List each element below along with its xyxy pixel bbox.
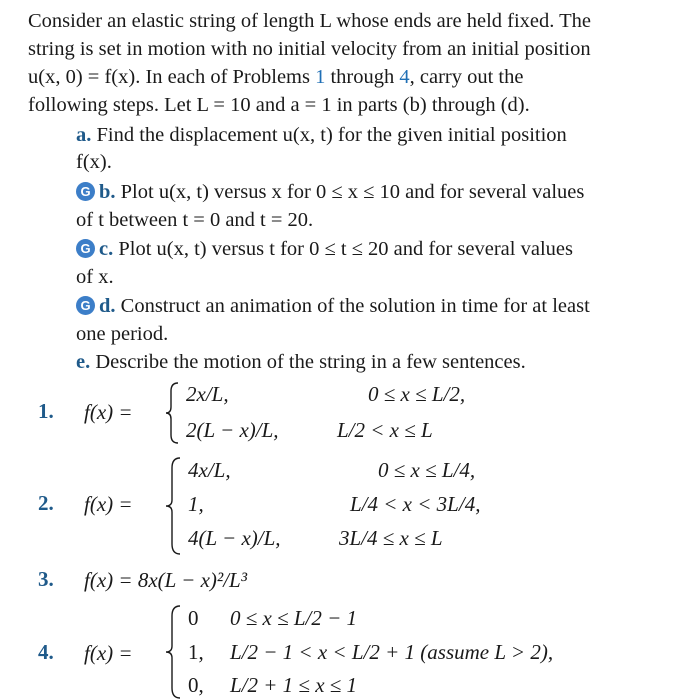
step-c-text: Plot u(x, t) versus t for 0 ≤ t ≤ 20 and for several values [118,238,573,260]
problem-2-brace [164,456,184,556]
problem-4-brace [164,604,184,700]
problem-4-case-3-expr: 0, [188,673,204,697]
step-c-cont: of x. [76,266,114,288]
problem-4-lhs: f(x) = [84,641,133,665]
intro-line-3-post: , carry out the [409,66,524,88]
step-a-cont: f(x). [76,151,112,173]
problem-1-case-1-expr: 2x/L, [186,382,229,406]
step-d-cont: one period. [76,323,169,345]
intro-line-1: Consider an elastic string of length L whose ends are held fixed. The [28,10,592,32]
step-c [76,236,573,262]
step-e [76,349,526,375]
step-d-text: Construct an animation of the solution in time for at least [120,295,590,317]
graphing-icon: G [76,182,95,201]
problem-2-case-2-cond: L/4 < x < 3L/4, [350,492,481,516]
problem-1-brace [164,381,182,445]
problem-4-case-2-expr: 1, [188,640,204,664]
step-b [76,179,584,205]
step-a-text: Find the displacement u(x, t) for the given initial position [96,124,567,146]
step-e-label: e. [76,351,91,373]
problem-1-lhs: f(x) = [84,400,133,424]
intro-line-3 [28,64,523,90]
intro-line-4: following steps. Let L = 10 and a = 1 in parts (b) through (d). [28,94,530,116]
intro-line-3-mid: through [325,66,400,88]
problem-1-case-2-expr: 2(L − x)/L, [186,418,279,442]
step-b-label: b. [99,181,116,203]
problem-2-case-3-expr: 4(L − x)/L, [188,526,281,550]
step-a-label: a. [76,124,92,146]
step-d [76,293,590,319]
problem-4-case-1-expr: 0 [188,606,199,630]
problem-1-number: 1. [38,399,54,423]
problem-link-1[interactable]: 1 [315,66,326,88]
graphing-icon: G [76,239,95,258]
problem-2-case-1-expr: 4x/L, [188,458,231,482]
problem-2-case-1-cond: 0 ≤ x ≤ L/4, [378,458,476,482]
step-b-text: Plot u(x, t) versus x for 0 ≤ x ≤ 10 and for several values [120,181,585,203]
problem-link-4[interactable]: 4 [399,66,410,88]
problem-2-case-3-cond: 3L/4 ≤ x ≤ L [339,526,443,550]
step-d-label: d. [99,295,116,317]
step-b-cont: of t between t = 0 and t = 20. [76,209,314,231]
problem-4-number: 4. [38,640,54,664]
problem-4-case-3-cond: L/2 + 1 ≤ x ≤ 1 [230,673,358,697]
problem-2-lhs: f(x) = [84,492,133,516]
step-a [76,122,567,148]
problem-3-lhs: f(x) = 8x(L − x)²/L³ [84,568,248,592]
problem-4-case-2-cond: L/2 − 1 < x < L/2 + 1 (assume L > 2), [230,640,554,664]
graphing-icon: G [76,296,95,315]
problem-3-number: 3. [38,567,54,591]
problem-1-case-1-cond: 0 ≤ x ≤ L/2, [368,382,466,406]
problem-1-case-2-cond: L/2 < x ≤ L [337,418,433,442]
step-e-text: Describe the motion of the string in a few sentences. [95,351,526,373]
problem-2-number: 2. [38,491,54,515]
problem-4-case-1-cond: 0 ≤ x ≤ L/2 − 1 [230,606,358,630]
intro-line-2: string is set in motion with no initial velocity from an initial position [28,38,591,60]
step-c-label: c. [99,238,114,260]
intro-line-3-pre: u(x, 0) = f(x). In each of Problems [28,66,316,88]
problem-2-case-2-expr: 1, [188,492,204,516]
